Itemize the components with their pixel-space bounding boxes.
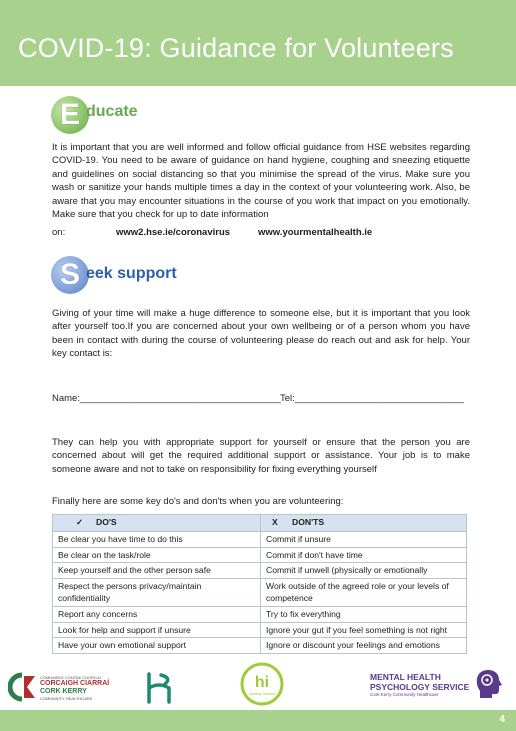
ck-line2: CORK KERRY bbox=[40, 688, 87, 695]
donts-header bbox=[261, 515, 467, 532]
hi-logo-subtext: healthy ireland bbox=[248, 691, 276, 696]
letter-e-circle-icon: E bbox=[51, 96, 89, 134]
head-brain-icon bbox=[474, 668, 504, 700]
do-cell: Keep yourself and the other person safe bbox=[53, 563, 261, 579]
dont-cell: Commit if unsure bbox=[261, 532, 467, 548]
links-prefix: on: bbox=[52, 227, 66, 238]
check-icon: ✓ bbox=[76, 517, 84, 527]
dont-cell: Commit if unwell (physically or emotionally bbox=[261, 563, 467, 579]
mh-line1: MENTAL HEALTH bbox=[370, 672, 441, 682]
educate-heading-text: ducate bbox=[86, 103, 138, 120]
table-header-row bbox=[53, 515, 467, 532]
table-row bbox=[53, 578, 467, 606]
ck-line1: CORCAIGH CIARRAÍ bbox=[40, 680, 110, 687]
hse-link[interactable]: www2.hse.ie/coronavirus bbox=[116, 227, 231, 238]
donts-header-label: DON'TS bbox=[292, 517, 325, 527]
dont-cell: Ignore or discount your feelings and emotions bbox=[261, 638, 467, 654]
dont-cell: Ignore your gut if you feel something is not right bbox=[261, 622, 467, 638]
table-row bbox=[53, 532, 467, 548]
seek-heading-text: eek support bbox=[86, 265, 177, 282]
do-cell: Be clear on the task/role bbox=[53, 547, 261, 563]
educate-heading bbox=[51, 96, 251, 136]
healthy-ireland-logo bbox=[240, 662, 284, 706]
dont-cell: Commit if don't have time bbox=[261, 547, 467, 563]
table-row bbox=[53, 563, 467, 579]
educate-paragraph: It is important that you are well informed and follow official guidance from HSE websites regarding COVID-19. You need to be aware of guidance on hand hygiene, coughing and sneezing etiquette and guidelines on social distancing so that you minimise the spread of the virus. Make sure you wash or sanitize your hands multiple times a day in the context of your volunteering work. Also, be aware that you may encounter situations in the course of you work that impact on you emotionally. Make sure that you check for up to date information bbox=[52, 142, 470, 221]
mental-health-link[interactable]: www.yourmentalhealth.ie bbox=[258, 227, 373, 238]
ck-small-text: COMHAIRLE CONTAE CHORCAÍ bbox=[40, 675, 101, 680]
table-row bbox=[53, 638, 467, 654]
table-row bbox=[53, 547, 467, 563]
page-number: 4 bbox=[499, 714, 505, 725]
seek-heading bbox=[51, 256, 251, 296]
x-icon: X bbox=[272, 517, 278, 527]
do-cell: Have your own emotional support bbox=[53, 638, 261, 654]
footer-band bbox=[0, 710, 516, 731]
dos-header-label: DO'S bbox=[96, 517, 117, 527]
cork-kerry-logo bbox=[8, 672, 36, 702]
mh-sub: Cork Kerry Community Healthcare bbox=[370, 692, 439, 697]
do-cell: Look for help and support if unsure bbox=[53, 622, 261, 638]
cork-kerry-text bbox=[40, 675, 109, 701]
mental-health-service-text bbox=[370, 672, 469, 697]
ck-line3: COMMUNITY HEALTHCARE bbox=[40, 696, 93, 701]
do-cell: Be clear you have time to do this bbox=[53, 532, 261, 548]
dos-header bbox=[53, 515, 261, 532]
name-field[interactable]: Name:______________________________________ bbox=[52, 393, 281, 404]
dont-cell: Work outside of the agreed role or your levels of competence bbox=[261, 578, 467, 606]
do-cell: Report any concerns bbox=[53, 606, 261, 622]
tel-field[interactable]: Tel:________________________________ bbox=[280, 393, 464, 404]
table-row bbox=[53, 622, 467, 638]
hi-logo-text: hi bbox=[254, 674, 270, 691]
do-cell: Respect the persons privacy/maintain confidentiality bbox=[53, 578, 261, 606]
dont-cell: Try to fix everything bbox=[261, 606, 467, 622]
table-row bbox=[53, 606, 467, 622]
dos-donts-table bbox=[52, 514, 467, 654]
mh-line2: PSYCHOLOGY SERVICE bbox=[370, 682, 470, 692]
finally-text: Finally here are some key do's and don'ts when you are volunteering: bbox=[52, 496, 344, 507]
seek-paragraph: Giving of your time will make a huge difference to someone else, but it is important that you look after yourself too.If you are concerned about your own wellbeing or of a person whom you have been in contact with during the course of volunteering please do reach out and ask for help. Your key contact is: bbox=[52, 308, 470, 360]
page-title: COVID-19: Guidance for Volunteers bbox=[18, 33, 454, 63]
hse-logo bbox=[145, 672, 175, 704]
support-paragraph: They can help you with appropriate support for yourself or ensure that the person you are concerned about will get the required additional support or assistance. Your job is to make someone aware and not to take on responsibility for fixing everything yourself bbox=[52, 437, 470, 475]
letter-s-circle-icon: S bbox=[51, 256, 89, 294]
